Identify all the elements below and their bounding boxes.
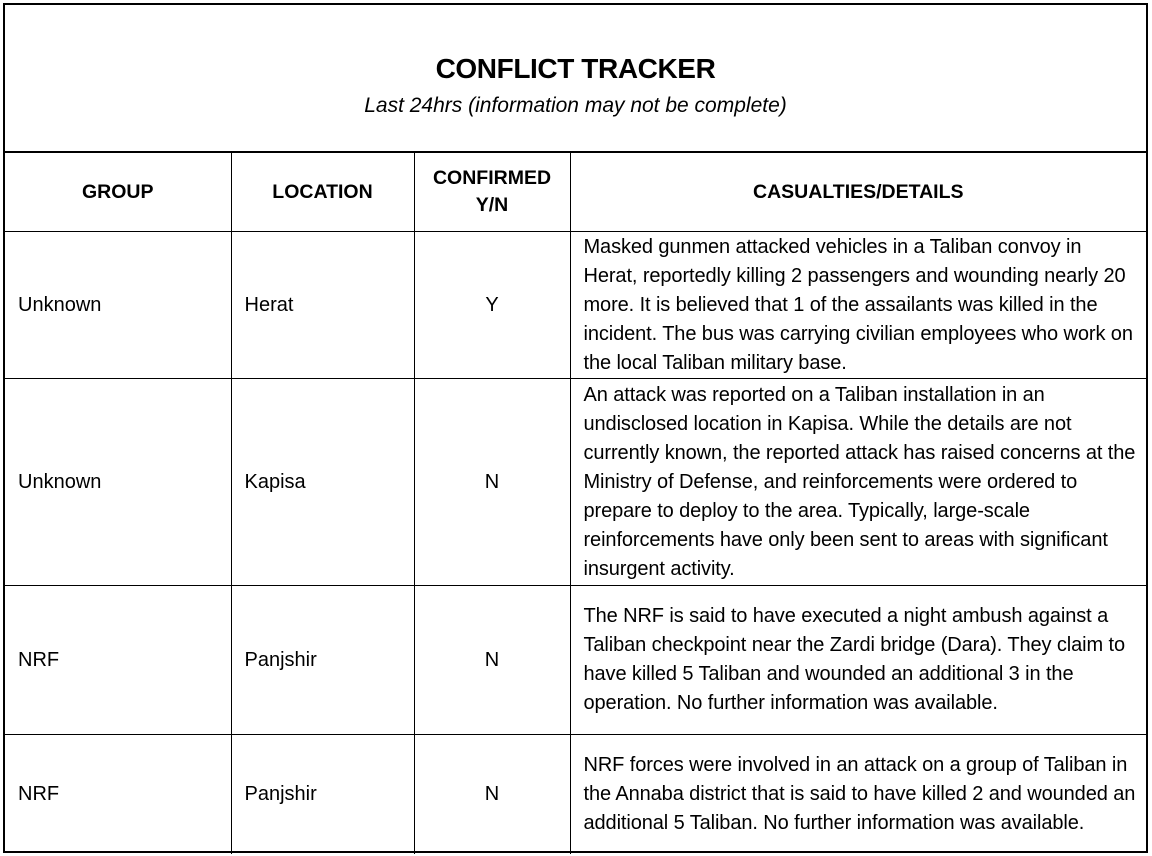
column-header-details: CASUALTIES/DETAILS (570, 153, 1146, 232)
cell-location: Panjshir (231, 586, 414, 735)
cell-details: An attack was reported on a Taliban installation in an undisclosed location in Kapisa. While the details are not currently known, the reported attack has raised concerns at the Ministry of Defense, and reinforcements were ordered to prepare to deploy to the area. Typically, large-scale reinforcements have only been sent to areas with significant insurgent activity. (570, 379, 1146, 586)
cell-confirmed: N (414, 379, 570, 586)
cell-confirmed: Y (414, 232, 570, 379)
table-row (5, 735, 1146, 854)
column-header-location: LOCATION (231, 153, 414, 232)
cell-location: Panjshir (231, 735, 414, 854)
column-header-confirmed (414, 153, 570, 232)
cell-confirmed: N (414, 586, 570, 735)
page-title: CONFLICT TRACKER (435, 53, 716, 84)
table-row (5, 232, 1146, 379)
incidents-table (5, 153, 1146, 854)
cell-group: Unknown (5, 232, 231, 379)
column-header-group: GROUP (5, 153, 231, 232)
conflict-tracker (3, 3, 1148, 853)
cell-details: Masked gunmen attacked vehicles in a Taliban convoy in Herat, reportedly killing 2 passengers and wounding nearly 20 more. It is believed that 1 of the assailants was killed in the incident. The bus was carrying civilian employees who work on the local Taliban military base. (570, 232, 1146, 379)
column-header-confirmed-line2: Y/N (475, 194, 509, 216)
column-header-confirmed-line1: CONFIRMED (432, 167, 552, 189)
cell-location: Kapisa (231, 379, 414, 586)
page-subtitle: Last 24hrs (information may not be complete) (364, 94, 787, 117)
table-row (5, 586, 1146, 735)
cell-details: The NRF is said to have executed a night ambush against a Taliban checkpoint near the Zardi bridge (Dara). They claim to have killed 5 Taliban and wounded an additional 3 in the operation. No further information was available. (570, 586, 1146, 735)
cell-group: NRF (5, 586, 231, 735)
table-header-row (5, 153, 1146, 232)
cell-group: Unknown (5, 379, 231, 586)
cell-confirmed: N (414, 735, 570, 854)
table-row (5, 379, 1146, 586)
tracker-header (5, 5, 1146, 153)
cell-location: Herat (231, 232, 414, 379)
cell-details: NRF forces were involved in an attack on a group of Taliban in the Annaba district that is said to have killed 2 and wounded an additional 5 Taliban. No further information was available. (570, 735, 1146, 854)
cell-group: NRF (5, 735, 231, 854)
